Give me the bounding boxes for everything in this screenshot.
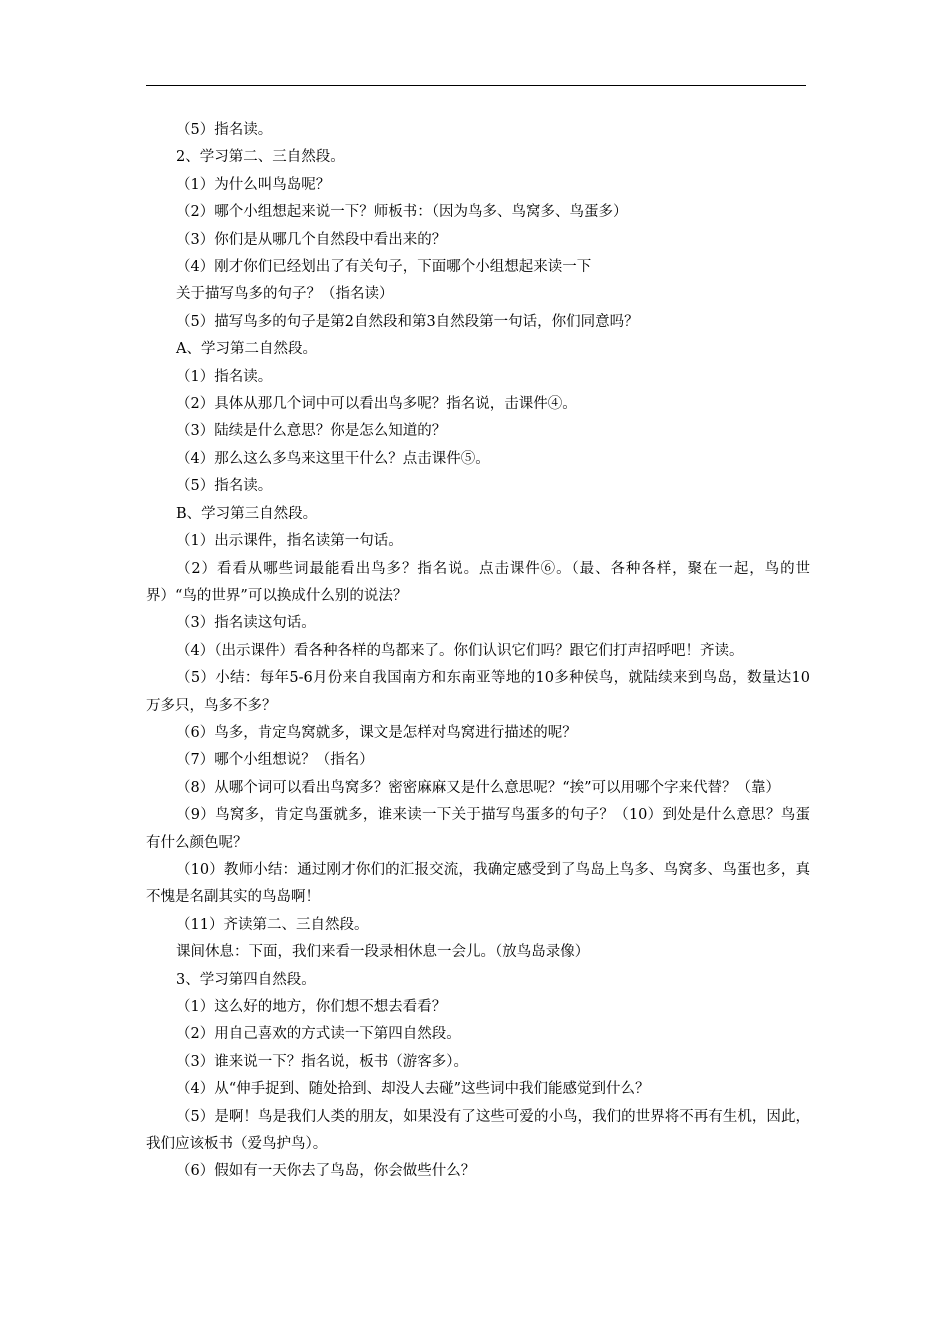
section-heading: A、学习第二自然段。 [176,341,317,358]
header-rule [146,85,806,86]
text-line: （5）指名读。 [176,122,273,138]
text-line: （1）为什么叫鸟岛呢？ [176,176,331,193]
text-line: （11）齐读第二、三自然段。 [176,916,369,933]
text-line: （2）哪个小组想起来说一下？师板书：（因为鸟多、鸟窝多、鸟蛋多） [176,204,628,221]
text-line: （3）你们是从哪几个自然段中看出来的？ [176,231,447,248]
text-line: （6）假如有一天你去了鸟岛，你会做些什么？ [176,1163,476,1180]
text-line: （3）陆续是什么意思？你是怎么知道的？ [176,423,447,440]
document-body [146,117,810,1186]
text-line: （3）指名读这句话。 [176,615,316,632]
text-line: （2）具体从那几个词中可以看出鸟多呢？指名说，击课件④。 [176,396,577,413]
text-line: （7）哪个小组想说？（指名） [176,752,374,769]
text-line: 关于描写鸟多的句子？（指名读） [176,286,394,303]
text-line: （4）从“伸手捉到、随处拾到、却没人去碰”这些词中我们能感觉到什么？ [176,1081,650,1098]
text-paragraph: （5）小结：每年5-6月份来自我国南方和东南亚等地的10多种侯鸟，就陆续来到鸟岛，数量达10万多只，鸟多不多？ [146,670,810,714]
text-paragraph: （9）鸟窝多，肯定鸟蛋就多，谁来读一下关于描写鸟蛋多的句子？（10）到处是什么意思？鸟蛋有什么颜色呢？ [146,807,810,851]
text-line: （5）描写鸟多的句子是第2自然段和第3自然段第一句话，你们同意吗？ [176,313,639,330]
text-paragraph: （5）是啊！鸟是我们人类的朋友，如果没有了这些可爱的小鸟，我们的世界将不再有生机，因此，我们应该板书（爱鸟护鸟）。 [146,1108,810,1153]
text-line: （1）出示课件，指名读第一句话。 [176,533,403,550]
section-heading: 2、学习第二、三自然段。 [176,149,345,166]
text-line: （1）指名读。 [176,368,273,385]
section-heading: B、学习第三自然段。 [176,505,318,522]
text-paragraph: （10）教师小结：通过刚才你们的汇报交流，我确定感受到了鸟岛上鸟多、鸟窝多、鸟蛋也多，真不愧是名副其实的鸟岛啊！ [146,861,810,906]
text-paragraph: （2）看看从哪些词最能看出鸟多？指名说。点击课件⑥。（最、各种各样，聚在一起，鸟的世界）“鸟的世界”可以换成什么别的说法？ [146,560,810,604]
text-line: （5）指名读。 [176,478,273,495]
text-line: （2）用自己喜欢的方式读一下第四自然段。 [176,1026,461,1043]
text-line: （4）刚才你们已经划出了有关句子，下面哪个小组想起来读一下 [176,259,592,276]
section-heading: 3、学习第四自然段。 [176,971,316,988]
text-line: 课间休息：下面，我们来看一段录相休息一会儿。（放鸟岛录像） [176,944,590,961]
text-line: （4）（出示课件）看各种各样的鸟都来了。你们认识它们吗？跟它们打声招呼吧！齐读。 [176,642,744,659]
text-line: （6）鸟多，肯定鸟窝就多，课文是怎样对鸟窝进行描述的呢？ [176,724,577,741]
text-line: （1）这么好的地方，你们想不想去看看？ [176,999,447,1015]
text-line: （3）谁来说一下？指名说，板书（游客多）。 [176,1053,468,1070]
text-line: （4）那么这么多鸟来这里干什么？点击课件⑤。 [176,450,490,467]
text-paragraph: （8）从哪个词可以看出鸟窝多？密密麻麻又是什么意思呢？“挨”可以用哪个字来代替？（靠） [176,779,781,796]
